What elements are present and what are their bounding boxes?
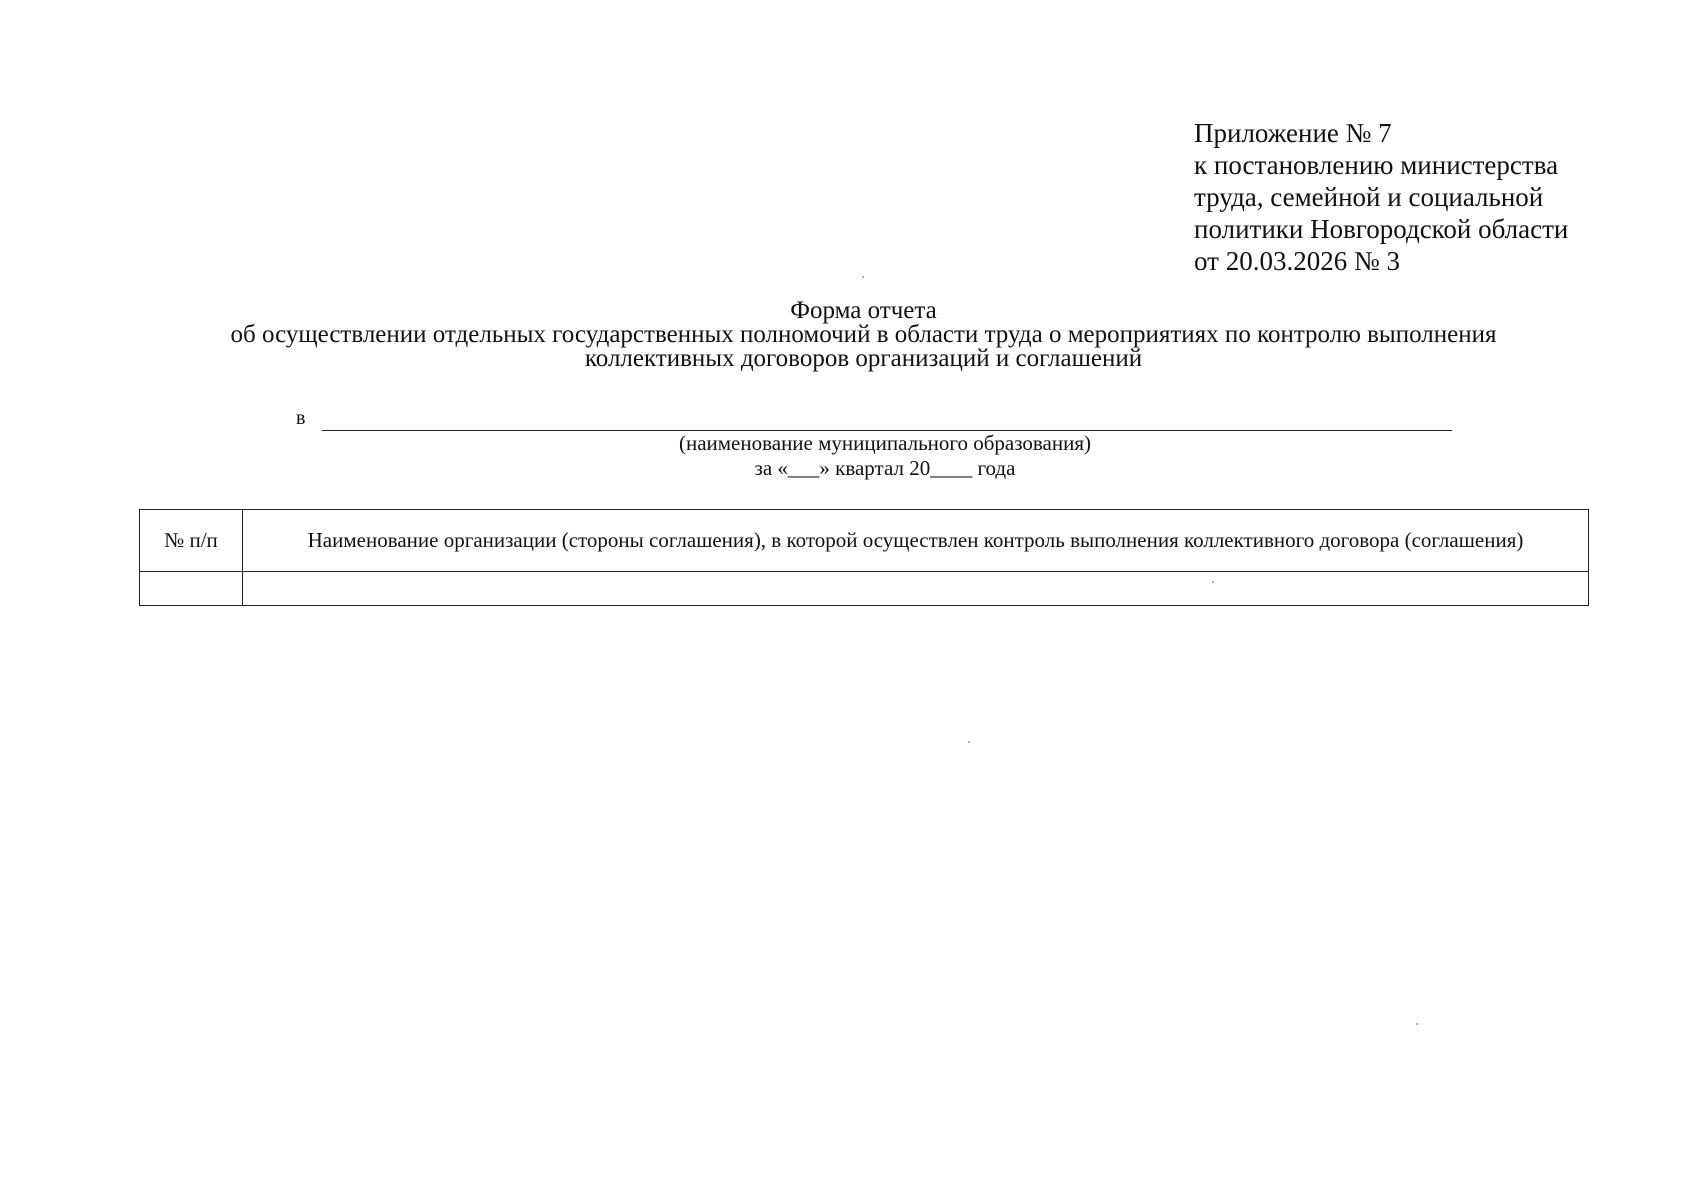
- scan-speck: [968, 741, 970, 743]
- appendix-line: к постановлению министерства: [1194, 150, 1559, 180]
- form-subtitle-line: коллективных договоров организаций и соглашений: [584, 345, 1143, 372]
- appendix-line: политики Новгородской области: [1194, 214, 1569, 244]
- reporting-period: за «___» квартал 20____ года: [754, 456, 1016, 480]
- appendix-block: [1194, 117, 1654, 277]
- form-heading: Форма отчета: [790, 297, 937, 324]
- form-subtitle-line: об осуществлении отдельных государственных полномочий в области труда о мероприятиях по контролю выполнения: [230, 321, 1497, 348]
- table-header-row: [140, 510, 1589, 572]
- place-prefix: в: [296, 407, 306, 429]
- scan-speck: [1416, 1023, 1418, 1025]
- scan-speck: [862, 276, 864, 278]
- appendix-line: труда, семейной и социальной: [1194, 182, 1544, 212]
- appendix-line: от 20.03.2026 № 3: [1194, 246, 1400, 276]
- form-title: [100, 299, 1627, 371]
- column-header-number: № п/п: [140, 510, 243, 572]
- municipality-caption: (наименование муниципального образования): [678, 431, 1092, 455]
- report-table: [139, 509, 1589, 606]
- scan-speck: [1212, 581, 1214, 583]
- table-cell-organization: [243, 572, 1589, 606]
- table-row: [140, 572, 1589, 606]
- column-header-organization: Наименование организации (стороны соглашения), в которой осуществлен контроль выполнения коллективного договора (соглашения): [243, 510, 1589, 572]
- table-cell-number: [140, 572, 243, 606]
- appendix-line: Приложение № 7: [1194, 118, 1392, 148]
